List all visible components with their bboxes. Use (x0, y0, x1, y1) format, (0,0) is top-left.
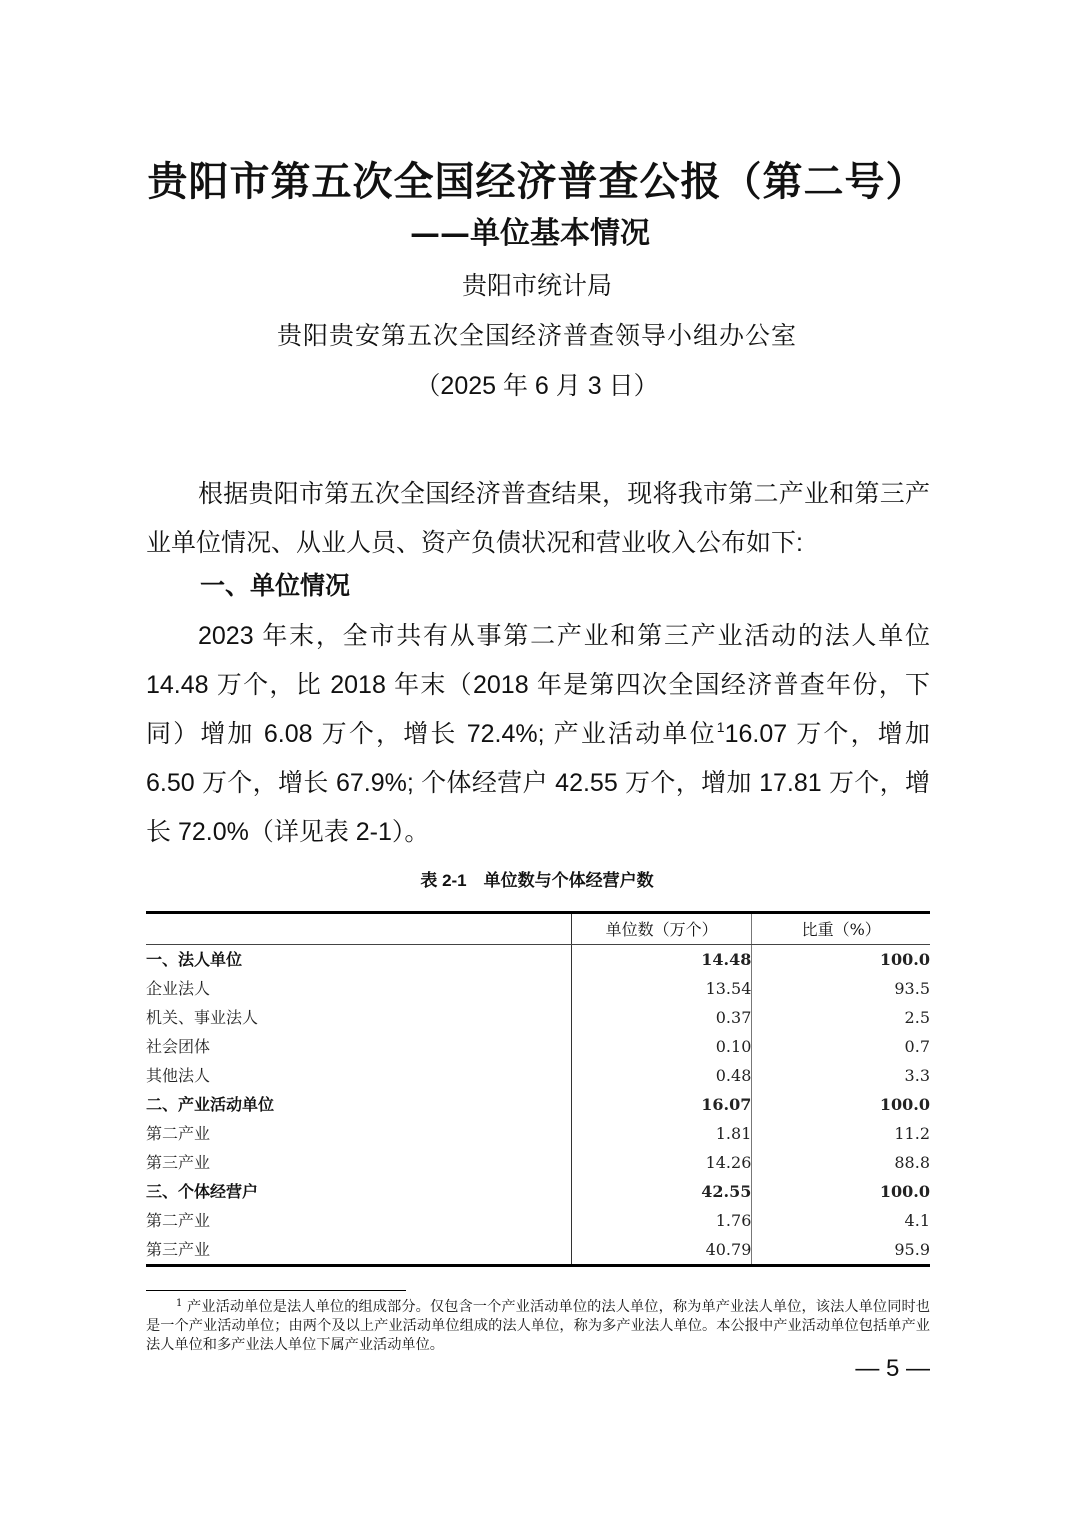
footnote-text: 产业活动单位是法人单位的组成部分。仅包含一个产业活动单位的法人单位，称为单产业法人单位，该法人单位同时也是一个产业活动单位；由两个及以上产业活动单位组成的法人单位，称为多产业法人单位。本公报中产业活动单位包括单产业法人单位和多产业法人单位下属产业活动单位。 (146, 1299, 930, 1353)
intro-paragraph: 根据贵阳市第五次全国经济普查结果，现将我市第二产业和第三产业单位情况、从业人员、资产负债状况和营业收入公布如下: (146, 480, 930, 557)
paragraph-text-a: 2023 年末，全市共有从事第二产业和第三产业活动的法人单位 14.48 万个，比 2018 年末（2018 年是第四次全国经济普查年份，下同）增加 6.08 万个，增长 72.4%; 产业活动单位 (146, 622, 930, 748)
row-label: 第三产业 (146, 1240, 211, 1259)
row-share: 4.1 (904, 1211, 930, 1230)
units-table (146, 911, 930, 1267)
footnote-reference: 1 (716, 719, 725, 735)
row-label: 第三产业 (146, 1153, 211, 1172)
table-row (146, 1090, 930, 1119)
row-count: 16.07 (571, 1090, 752, 1119)
table-row (146, 1032, 930, 1061)
row-share: 100.0 (879, 1095, 930, 1114)
row-share: 88.8 (894, 1153, 930, 1172)
row-label: 其他法人 (146, 1066, 211, 1085)
table-row (146, 974, 930, 1003)
row-label: 一、法人单位 (146, 950, 243, 969)
table-row (146, 1177, 930, 1206)
row-count: 13.54 (571, 974, 752, 1003)
row-share: 2.5 (904, 1008, 930, 1027)
row-share: 0.7 (904, 1037, 930, 1056)
footnote-divider (146, 1290, 406, 1291)
section-paragraph (146, 612, 930, 857)
table-row (146, 1119, 930, 1148)
footnote (146, 1298, 930, 1355)
table-row (146, 1003, 930, 1032)
table-row (146, 1061, 930, 1090)
row-count: 40.79 (571, 1235, 752, 1266)
row-share: 3.3 (904, 1066, 930, 1085)
page-title: 贵阳市第五次全国经济普查公报（第二号） (147, 158, 927, 205)
publish-date: （2025 年 6 月 3 日） (415, 372, 659, 400)
row-count: 0.37 (571, 1003, 752, 1032)
row-label: 社会团体 (146, 1037, 211, 1056)
section-heading: 一、单位情况 (200, 572, 351, 600)
table-row (146, 1235, 930, 1266)
row-label: 三、个体经营户 (146, 1182, 259, 1201)
page-number: — 5 — (855, 1355, 930, 1382)
row-count: 0.48 (571, 1061, 752, 1090)
row-label: 第二产业 (146, 1211, 211, 1230)
paragraph-text-b: 16.07 万个，增加 6.50 万个，增长 67.9%; 个体经营户 42.55 万个，增加 17.81 万个，增长 72.0%（详见表 2-1）。 (146, 720, 930, 846)
row-count: 1.81 (571, 1119, 752, 1148)
page-subtitle: ——单位基本情况 (410, 216, 650, 251)
row-count: 14.48 (571, 945, 752, 975)
row-count: 14.26 (571, 1148, 752, 1177)
issuer-statistics-bureau: 贵阳市统计局 (461, 271, 612, 300)
header-share: 比重（%） (752, 913, 930, 945)
row-share: 100.0 (879, 1182, 930, 1201)
table-row (146, 1148, 930, 1177)
row-count: 42.55 (571, 1177, 752, 1206)
row-share: 93.5 (894, 979, 930, 998)
header-label (146, 913, 571, 945)
table-row (146, 945, 930, 975)
header-count: 单位数（万个） (571, 913, 752, 945)
row-share: 100.0 (879, 950, 930, 969)
row-count: 1.76 (571, 1206, 752, 1235)
row-label: 企业法人 (146, 979, 211, 998)
row-label: 机关、事业法人 (146, 1008, 259, 1027)
row-share: 95.9 (894, 1240, 930, 1259)
table-row (146, 1206, 930, 1235)
footnote-marker: 1 (176, 1298, 183, 1309)
issuer-census-office: 贵阳贵安第五次全国经济普查领导小组办公室 (276, 321, 797, 350)
row-label: 第二产业 (146, 1124, 211, 1143)
row-count: 0.10 (571, 1032, 752, 1061)
row-label: 二、产业活动单位 (146, 1095, 275, 1114)
row-share: 11.2 (894, 1124, 930, 1143)
table-header-row (146, 913, 930, 945)
table-caption: 表 2-1 单位数与个体经营户数 (420, 871, 654, 890)
